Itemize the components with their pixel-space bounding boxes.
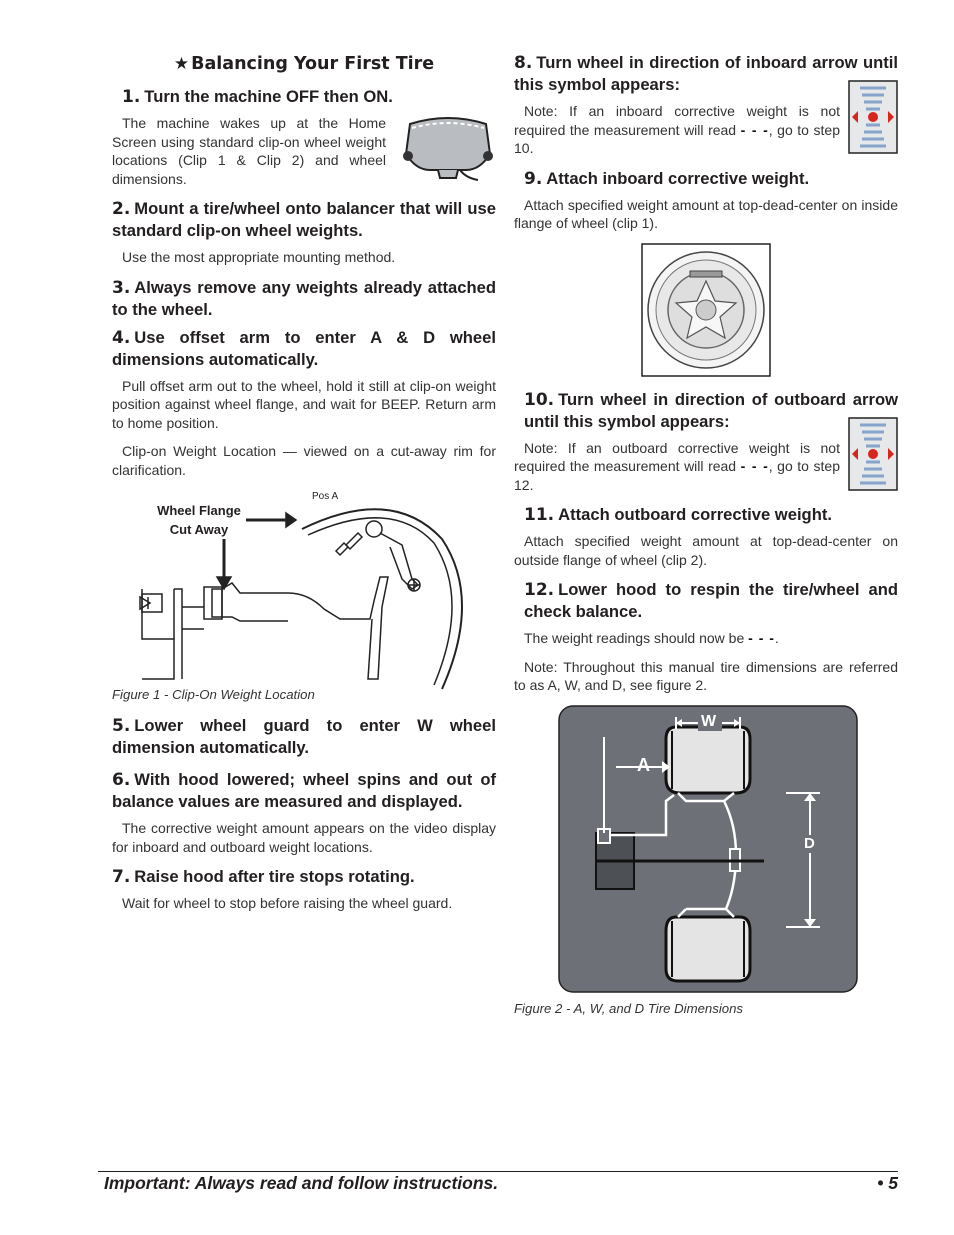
step-number: 11. <box>524 505 555 525</box>
step-heading-text: Use offset arm to enter A & D wheel dimensions automatically. <box>112 327 496 369</box>
step-10-body-b: , go to step 12. <box>514 458 840 493</box>
step-11-heading <box>514 504 898 526</box>
step-5-heading <box>112 715 496 759</box>
figure-2-label-w: W <box>701 712 717 730</box>
clip-on-weight-diagram <box>112 489 496 707</box>
step-8-heading <box>514 52 898 96</box>
step-10-heading <box>514 389 898 433</box>
dash-readout: - - - <box>740 121 769 138</box>
star-icon: ★ <box>173 54 190 74</box>
step-10-body-a: Note: If an outboard corrective weight is not required the measurement will read <box>514 439 840 474</box>
dash-readout: - - - <box>740 458 769 474</box>
step-heading-text: Turn the machine OFF then ON. <box>144 87 393 106</box>
wheel-top-dead-center-illustration <box>641 243 771 377</box>
footer-rule <box>98 1171 898 1172</box>
step-number: 4. <box>112 327 131 348</box>
step-heading-text: Mount a tire/wheel onto balancer that will use standard clip-on wheel weights. <box>112 199 496 240</box>
step-number: 7. <box>112 867 131 887</box>
step-2-body: Use the most appropriate mounting method. <box>122 249 396 265</box>
step-8-body-b: , go to step 10. <box>514 121 840 156</box>
step-1-row <box>112 114 496 198</box>
step-12-body <box>514 629 898 648</box>
figure-1-label-flange-line2: Cut Away <box>169 522 229 537</box>
step-12-note: Note: Throughout this manual tire dimensions are referred to as A, W, and D, see figure 2. <box>514 658 898 693</box>
footer-text: Important: Always read and follow instructions. <box>104 1173 499 1193</box>
step-3-heading <box>112 277 496 321</box>
page-footer <box>104 1173 898 1194</box>
step-2-heading <box>112 198 496 242</box>
step-number: 8. <box>514 53 533 73</box>
step-heading-text: Attach inboard corrective weight. <box>546 168 810 188</box>
step-4-note: Clip-on Weight Location — viewed on a cut-away rim for clarification. <box>112 443 496 478</box>
figure-1 <box>112 489 496 707</box>
page-number: • 5 <box>877 1173 898 1193</box>
page-title-text: Balancing Your First Tire <box>191 54 435 74</box>
page-title <box>112 54 496 74</box>
step-heading-text: Turn wheel in direction of outboard arrow until this symbol appears: <box>524 389 898 431</box>
figure-1-label-flange-line1: Wheel Flange <box>157 503 241 518</box>
step-8-body <box>514 102 840 158</box>
step-9-body: Attach specified weight amount at top-dead-center on inside flange of wheel (clip 1). <box>514 196 898 231</box>
step-number: 9. <box>524 168 543 189</box>
step-heading-text: Attach outboard corrective weight. <box>558 505 832 524</box>
step-7-body: Wait for wheel to stop before raising the wheel guard. <box>122 895 453 911</box>
figure-1-label-pos: Pos A <box>312 491 339 502</box>
step-number: 5. <box>112 716 131 736</box>
step-10-row <box>514 439 898 505</box>
step-10-body <box>514 439 840 495</box>
figure-2-label-d: D <box>804 834 815 852</box>
left-column <box>112 50 496 923</box>
step-heading-text: Always remove any weights already attached to the wheel. <box>112 277 496 319</box>
step-9-heading <box>514 168 898 190</box>
step-heading-text: Turn wheel in direction of inboard arrow until this symbol appears: <box>514 53 898 94</box>
step-heading-text: Lower hood to respin the tire/wheel and check balance. <box>524 580 898 621</box>
figure-2-label-a: A <box>637 754 650 775</box>
step-number: 1. <box>122 87 141 107</box>
right-column <box>514 50 898 1016</box>
dash-readout: - - - <box>748 630 775 646</box>
step-12-body-a: The weight readings should now be <box>524 630 749 646</box>
step-number: 12. <box>524 580 555 600</box>
step-heading-text: Raise hood after tire stops rotating. <box>134 867 415 886</box>
step-1-heading <box>112 86 496 108</box>
step-8-row <box>514 102 898 168</box>
step-heading-text: Lower wheel guard to enter W wheel dimension automatically. <box>112 716 496 757</box>
figure-1-caption: Figure 1 - Clip-On Weight Location <box>112 687 315 702</box>
figure-2-caption: Figure 2 - A, W, and D Tire Dimensions <box>514 1000 744 1016</box>
figure-2 <box>514 705 858 1016</box>
step-4-heading <box>112 327 496 371</box>
step-heading-text: With hood lowered; wheel spins and out of balance values are measured and displayed. <box>112 770 496 811</box>
step-number: 2. <box>112 199 131 219</box>
step-1-body: The machine wakes up at the Home Screen using standard clip-on wheel weight locations (Clip 1 & Clip 2) and wheel dimensions. <box>112 115 386 187</box>
step-12-heading <box>514 579 898 623</box>
outboard-indicator-icon <box>848 417 898 491</box>
step-number: 3. <box>112 277 131 298</box>
step-4-body: Pull offset arm out to the wheel, hold it still at clip-on weight position against wheel flange, and wait for BEEP. Return arm to home position. <box>112 377 496 431</box>
step-6-heading <box>112 769 496 813</box>
step-11-body: Attach specified weight amount at top-dead-center on outside flange of wheel (clip 2). <box>514 533 898 568</box>
step-8-body-a: Note: If an inboard corrective weight is not required the measurement will read <box>514 103 840 138</box>
step-7-heading <box>112 866 496 888</box>
inboard-indicator-icon <box>848 80 898 154</box>
home-screen-wheel-icon <box>400 110 496 184</box>
step-number: 6. <box>112 770 131 790</box>
step-12-body-b: . <box>774 630 779 646</box>
wheel-figure-wrap <box>514 243 898 377</box>
step-number: 10. <box>524 389 555 410</box>
step-6-body: The corrective weight amount appears on the video display for inboard and outboard weight locations. <box>112 820 496 855</box>
